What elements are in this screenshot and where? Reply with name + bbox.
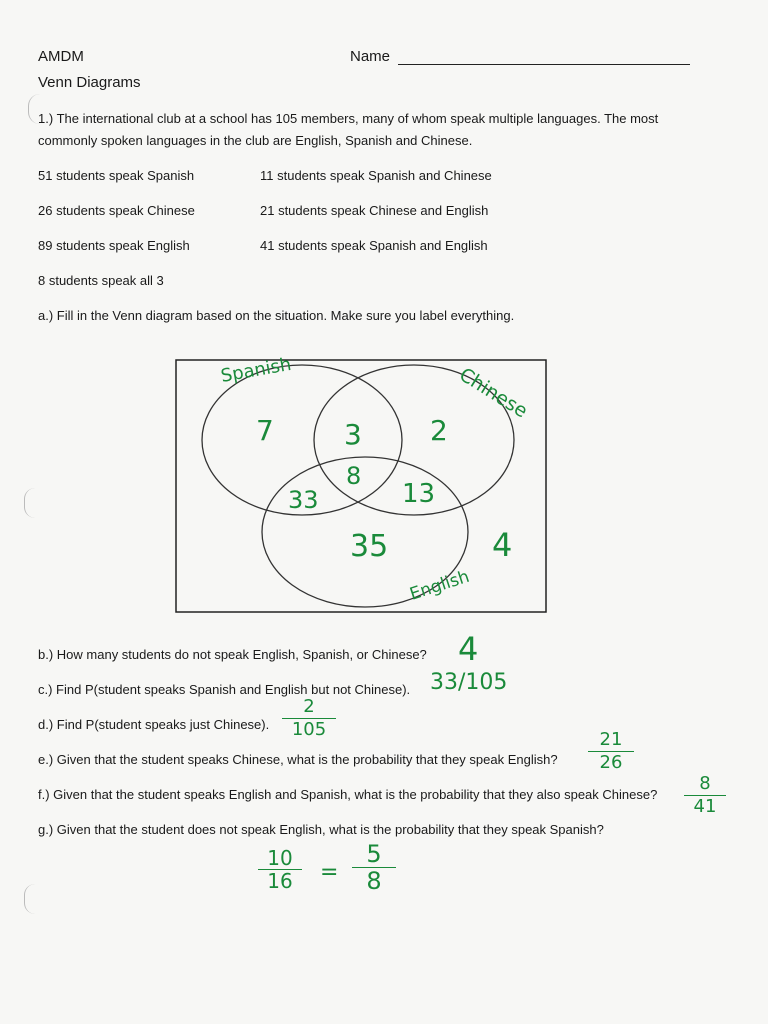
fact-chinese-english: 21 students speak Chinese and English	[260, 203, 489, 218]
answer-g-numerator-1: 10	[267, 846, 293, 870]
spanish-label: Spanish	[219, 353, 293, 387]
english-label: English	[407, 566, 472, 605]
region-chinese-english: 13	[402, 479, 436, 509]
question-e: e.) Given that the student speaks Chinese, what is the probability that they speak English?	[38, 752, 558, 767]
region-spanish-chinese: 3	[344, 418, 362, 451]
answer-g-denominator-2: 8	[366, 867, 382, 895]
answer-b: 4	[458, 630, 479, 668]
question-b: b.) How many students do not speak English, Spanish, or Chinese?	[38, 647, 427, 662]
fact-spanish: 51 students speak Spanish	[38, 168, 195, 183]
fact-chinese: 26 students speak Chinese	[38, 203, 195, 218]
answer-g-fraction-2	[352, 842, 396, 893]
answer-f-numerator: 8	[699, 773, 711, 794]
name-label: Name	[350, 48, 391, 65]
fact-all-three: 8 students speak all 3	[38, 273, 164, 288]
answer-g-equals: =	[320, 860, 339, 885]
answer-d-denominator: 105	[291, 719, 327, 740]
region-spanish-only: 7	[256, 414, 274, 447]
problem-intro-text1: The international club at a school has 105 members, many of whom speak multiple languages. The most	[56, 111, 659, 126]
answer-d-numerator: 2	[303, 696, 315, 717]
region-english-only: 35	[350, 529, 389, 564]
problem-number: 1.)	[38, 111, 54, 126]
answer-g-fraction-1	[258, 848, 302, 891]
answer-g-numerator-2: 5	[366, 840, 382, 868]
answer-e-numerator: 21	[599, 729, 623, 750]
region-spanish-english: 33	[288, 486, 319, 514]
region-chinese-only: 2	[430, 414, 448, 447]
region-all-three: 8	[346, 462, 362, 490]
region-none: 4	[492, 526, 513, 564]
question-d: d.) Find P(student speaks just Chinese).	[38, 717, 270, 732]
chinese-label: Chinese	[455, 363, 532, 423]
question-g: g.) Given that the student does not speak English, what is the probability that they speak Spanish?	[38, 822, 604, 837]
answer-e	[588, 730, 634, 773]
answer-f	[684, 774, 726, 817]
fact-spanish-chinese: 11 students speak Spanish and Chinese	[260, 168, 492, 183]
course-title: AMDM	[38, 48, 84, 65]
answer-d	[282, 697, 336, 740]
answer-e-denominator: 26	[599, 752, 623, 773]
answer-f-denominator: 41	[693, 796, 717, 817]
problem-intro-line2: commonly spoken languages in the club are English, Spanish and Chinese.	[38, 133, 473, 148]
fact-spanish-english: 41 students speak Spanish and English	[260, 238, 488, 253]
answer-c: 33/105	[430, 670, 508, 695]
fact-english: 89 students speak English	[38, 238, 190, 253]
question-f: f.) Given that the student speaks English and Spanish, what is the probability that they also speak Chinese?	[38, 787, 658, 802]
question-c: c.) Find P(student speaks Spanish and English but not Chinese).	[38, 682, 411, 697]
part-a-instruction: a.) Fill in the Venn diagram based on the situation. Make sure you label everything.	[38, 308, 515, 323]
topic-title: Venn Diagrams	[38, 74, 141, 91]
answer-g-denominator-1: 16	[267, 869, 293, 893]
